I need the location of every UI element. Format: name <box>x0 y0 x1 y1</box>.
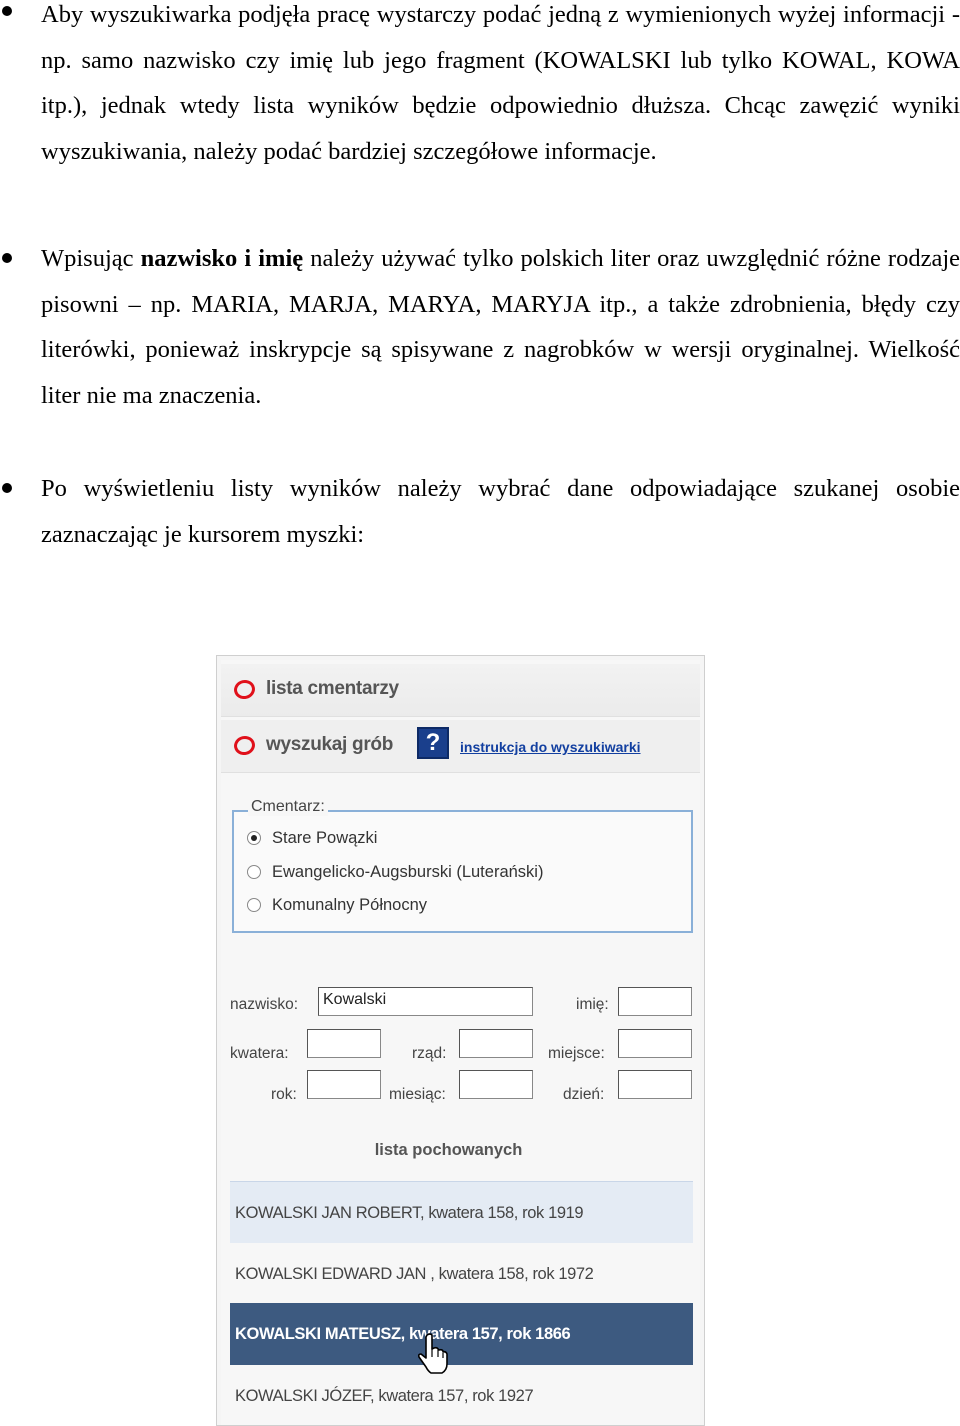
year-label: rok: <box>271 1086 297 1103</box>
result-row[interactable]: KOWALSKI EDWARD JAN , kwatera 158, rok 1972 <box>230 1243 693 1305</box>
nav-item-search-grave[interactable] <box>221 720 700 773</box>
hand-cursor-icon <box>416 1332 450 1374</box>
day-input[interactable] <box>618 1070 692 1099</box>
bullet-dot <box>2 253 12 263</box>
radio-unselected-icon <box>247 865 261 879</box>
bullet-text-2-start: Wpisując <box>41 245 141 272</box>
bullet-dot <box>2 6 12 16</box>
radio-label: Stare Powązki <box>272 829 378 847</box>
radio-unselected-icon <box>247 898 261 912</box>
nav-label-cemetery-list: lista cmentarzy <box>266 678 399 699</box>
radio-label: Ewangelicko-Augsburski (Luterański) <box>272 863 544 881</box>
help-question-icon[interactable]: ? <box>417 727 449 759</box>
result-row[interactable]: KOWALSKI JÓZEF, kwatera 157, rok 1927 <box>230 1365 693 1426</box>
quarter-input[interactable] <box>307 1029 381 1058</box>
surname-input[interactable]: Kowalski <box>318 987 533 1016</box>
first-name-input[interactable] <box>618 987 692 1016</box>
search-form-screenshot <box>216 655 705 1426</box>
result-row[interactable]: KOWALSKI JAN ROBERT, kwatera 158, rok 1919 <box>230 1181 693 1243</box>
row-input[interactable] <box>459 1029 533 1058</box>
day-label: dzień: <box>563 1086 605 1103</box>
results-heading: lista pochowanych <box>374 1141 523 1159</box>
bullet-text-3: Po wyświetleniu listy wyników należy wybrać dane odpowiadające szukanej osobie zaznaczając je kursorem myszki: <box>41 475 960 548</box>
help-link[interactable]: instrukcja do wyszukiwarki <box>460 739 641 755</box>
first-name-label: imię: <box>576 996 609 1013</box>
surname-label: nazwisko: <box>230 996 299 1013</box>
search-form-inner <box>221 660 700 1425</box>
red-ring-icon <box>232 734 256 757</box>
cemetery-fieldset <box>232 798 693 933</box>
year-input[interactable] <box>307 1070 381 1099</box>
month-label: miesiąc: <box>389 1086 446 1103</box>
cemetery-legend: Cmentarz: <box>248 798 328 816</box>
row-label: rząd: <box>412 1045 447 1062</box>
bullet-text-1: Aby wyszukiwarka podjęła pracę wystarczy podać jedną z wymienionych wyżej informacji - np. samo nazwisko czy imię lub jego fragment (KOWALSKI lub tylko KOWAL, KOWA itp.), jednak wtedy lista wyników będzie odpowiednio dłuższa. Chcąc zawęzić wyniki wyszukiwania, należy podać bardziej szczegółowe informacje. <box>41 1 960 166</box>
radio-label: Komunalny Północny <box>272 896 428 914</box>
nav-item-cemetery-list[interactable] <box>221 664 700 717</box>
place-input[interactable] <box>618 1029 692 1058</box>
radio-selected-icon <box>247 831 261 845</box>
bullet-text-2-rest: należy używać tylko polskich liter oraz uwzględnić różne rodzaje pisowni – np. MARIA, MARJA, MARYA, MARYJA itp., a także zdrobnienia, błędy czy literówki, ponieważ inskrypcje są spisywane z nagrobków w wersji oryginalnej. Wielkość liter nie ma znaczenia. <box>41 245 960 409</box>
result-row-selected[interactable]: KOWALSKI MATEUSZ, kwatera 157, rok 1866 <box>230 1303 693 1365</box>
bullet-text-2-bold: nazwisko i imię <box>140 245 304 272</box>
red-ring-icon <box>232 678 256 701</box>
nav-label-search-grave: wyszukaj grób <box>266 734 394 755</box>
place-label: miejsce: <box>548 1045 605 1062</box>
bullet-text-2 <box>41 236 960 418</box>
month-input[interactable] <box>459 1070 533 1099</box>
bullet-dot <box>2 483 12 493</box>
quarter-label: kwatera: <box>230 1045 289 1062</box>
